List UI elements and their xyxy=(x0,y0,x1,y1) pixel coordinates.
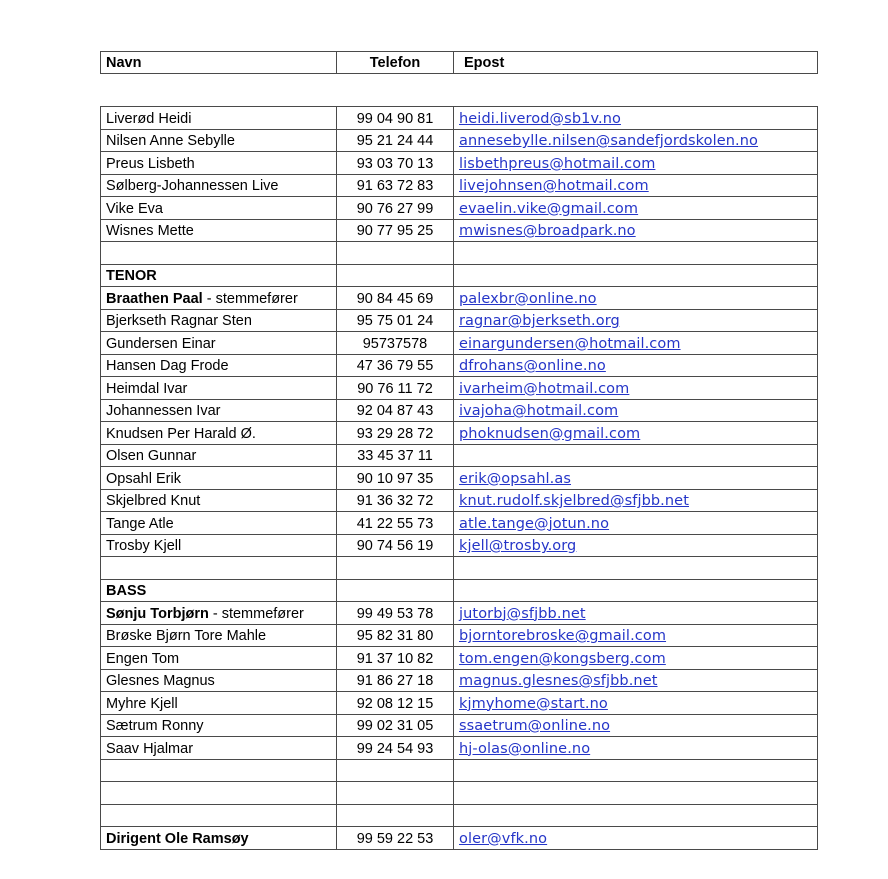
contact-email-cell xyxy=(454,579,818,602)
contact-name xyxy=(101,714,337,737)
contact-name-text: Skjelbred Knut xyxy=(106,493,201,509)
contact-name-text: Brøske Bjørn Tore Mahle xyxy=(106,628,267,644)
contact-email-cell xyxy=(454,219,818,242)
contact-phone: 90 76 11 72 xyxy=(337,377,454,400)
contact-name xyxy=(101,467,337,490)
email-link[interactable]: knut.rudolf.skjelbred@sfjbb.net xyxy=(459,493,689,509)
contact-email-cell xyxy=(454,534,818,557)
table-row xyxy=(101,129,818,152)
contact-email-cell xyxy=(454,737,818,760)
table-row xyxy=(101,737,818,760)
email-link[interactable]: magnus.glesnes@sfjbb.net xyxy=(459,673,658,689)
contact-name-text: Liverød Heidi xyxy=(106,110,192,127)
contact-name xyxy=(101,354,337,377)
contact-name xyxy=(101,107,337,130)
contact-phone: 99 04 90 81 xyxy=(337,107,454,130)
table-row xyxy=(101,377,818,400)
table-row xyxy=(101,714,818,737)
contact-phone: 47 36 79 55 xyxy=(337,354,454,377)
table-row xyxy=(101,309,818,332)
contact-email-cell xyxy=(454,444,818,467)
contact-name xyxy=(101,737,337,760)
email-link[interactable]: evaelin.vike@gmail.com xyxy=(459,200,639,217)
email-link[interactable]: jutorbj@sfjbb.net xyxy=(459,605,586,622)
table-row xyxy=(101,444,818,467)
contact-email-cell xyxy=(454,647,818,670)
contact-name xyxy=(101,692,337,715)
table-row xyxy=(101,557,818,580)
contact-phone: 90 10 97 35 xyxy=(337,467,454,490)
contact-name-text: Glesnes Magnus xyxy=(106,673,215,689)
email-link[interactable]: oler@vfk.no xyxy=(459,830,548,847)
contact-phone xyxy=(337,579,454,602)
contact-name-text: Sølberg-Johannessen Live xyxy=(106,178,279,194)
contact-phone xyxy=(337,242,454,265)
contact-email-cell xyxy=(454,174,818,197)
table-row xyxy=(101,264,818,287)
contact-email-cell xyxy=(454,152,818,175)
contact-phone: 95737578 xyxy=(337,332,454,355)
contact-email-cell xyxy=(454,714,818,737)
contact-phone: 93 29 28 72 xyxy=(337,422,454,445)
contact-name xyxy=(101,309,337,332)
contact-name xyxy=(101,512,337,535)
table-row xyxy=(101,489,818,512)
contact-email-cell xyxy=(454,669,818,692)
contact-phone: 41 22 55 73 xyxy=(337,512,454,535)
contact-name-text: Trosby Kjell xyxy=(106,538,182,554)
email-link[interactable]: tom.engen@kongsberg.com xyxy=(459,650,666,667)
contact-name-text: TENOR xyxy=(106,268,157,284)
table-row xyxy=(101,669,818,692)
contact-name-text: Vike Eva xyxy=(106,200,163,217)
table-row xyxy=(101,759,818,782)
contact-name-text: Tange Atle xyxy=(106,515,174,532)
contact-phone: 99 49 53 78 xyxy=(337,602,454,625)
table-row xyxy=(101,512,818,535)
contact-name-text: Engen Tom xyxy=(106,650,180,667)
contact-name-text: Dirigent Ole Ramsøy xyxy=(106,830,249,847)
contact-phone: 91 86 27 18 xyxy=(337,669,454,692)
contact-name xyxy=(101,264,337,287)
contact-name xyxy=(101,422,337,445)
contact-name-text: Opsahl Erik xyxy=(106,470,181,487)
email-link[interactable]: hj-olas@online.no xyxy=(459,740,591,757)
contact-phone: 95 21 24 44 xyxy=(337,129,454,152)
contact-email-cell xyxy=(454,354,818,377)
contact-name xyxy=(101,489,337,512)
contact-phone xyxy=(337,759,454,782)
contact-name xyxy=(101,827,337,850)
contact-name-text: Sætrum Ronny xyxy=(106,718,204,734)
header-table xyxy=(100,51,818,74)
table-row xyxy=(101,692,818,715)
contact-name-text: Sønju Torbjørn xyxy=(106,605,209,622)
contact-name xyxy=(101,377,337,400)
contact-name xyxy=(101,602,337,625)
email-link[interactable]: ivarheim@hotmail.com xyxy=(459,380,630,397)
contact-email-cell xyxy=(454,377,818,400)
email-link[interactable]: livejohnsen@hotmail.com xyxy=(459,178,649,194)
contact-name-text: Wisnes Mette xyxy=(106,223,194,239)
contact-phone: 91 36 32 72 xyxy=(337,489,454,512)
contact-name xyxy=(101,444,337,467)
contact-name-text: Gundersen Einar xyxy=(106,335,216,352)
contact-phone xyxy=(337,557,454,580)
contact-email-cell xyxy=(454,287,818,310)
contact-phone: 90 77 95 25 xyxy=(337,219,454,242)
contact-email-cell xyxy=(454,399,818,422)
contact-name-text: Myhre Kjell xyxy=(106,695,178,712)
table-row xyxy=(101,782,818,805)
email-link[interactable]: ragnar@bjerkseth.org xyxy=(459,313,620,329)
contact-email-cell xyxy=(454,624,818,647)
header-row xyxy=(101,52,818,74)
email-link[interactable]: phoknudsen@gmail.com xyxy=(459,425,641,442)
contact-phone: 95 75 01 24 xyxy=(337,309,454,332)
contact-name xyxy=(101,219,337,242)
contact-phone: 99 59 22 53 xyxy=(337,827,454,850)
contact-phone xyxy=(337,804,454,827)
contact-name-text: BASS xyxy=(106,583,147,599)
contact-name xyxy=(101,782,337,805)
table-row xyxy=(101,804,818,827)
contact-name xyxy=(101,287,337,310)
contact-email-cell xyxy=(454,467,818,490)
contact-email-cell xyxy=(454,129,818,152)
contact-name xyxy=(101,152,337,175)
contact-name-text: Knudsen Per Harald Ø. xyxy=(106,425,256,442)
table-row xyxy=(101,197,818,220)
contact-email-cell xyxy=(454,692,818,715)
contact-email-cell xyxy=(454,309,818,332)
contact-phone: 90 76 27 99 xyxy=(337,197,454,220)
contact-name-text: Nilsen Anne Sebylle xyxy=(106,133,235,149)
contact-phone: 92 08 12 15 xyxy=(337,692,454,715)
table-row xyxy=(101,219,818,242)
contact-email-cell xyxy=(454,489,818,512)
contact-email-cell xyxy=(454,512,818,535)
email-link[interactable]: annesebylle.nilsen@sandefjordskolen.no xyxy=(459,133,759,149)
contact-name xyxy=(101,197,337,220)
email-link[interactable]: palexbr@online.no xyxy=(459,290,597,307)
contact-phone: 90 84 45 69 xyxy=(337,287,454,310)
contact-phone: 91 63 72 83 xyxy=(337,174,454,197)
contact-name xyxy=(101,579,337,602)
contact-name-text: Preus Lisbeth xyxy=(106,155,195,172)
contact-name-text: Bjerkseth Ragnar Sten xyxy=(106,313,252,329)
contact-name xyxy=(101,669,337,692)
email-link[interactable]: kjmyhome@start.no xyxy=(459,695,608,712)
contact-email-cell xyxy=(454,827,818,850)
table-row xyxy=(101,624,818,647)
table-row xyxy=(101,107,818,130)
contact-name-text: Braathen Paal xyxy=(106,290,203,307)
role-suffix: - stemmefører xyxy=(208,605,304,622)
contact-email-cell xyxy=(454,557,818,580)
contact-name xyxy=(101,332,337,355)
contact-email-cell xyxy=(454,332,818,355)
email-link[interactable]: lisbethpreus@hotmail.com xyxy=(459,155,656,172)
table-row xyxy=(101,399,818,422)
contact-name xyxy=(101,534,337,557)
contact-name xyxy=(101,804,337,827)
table-row xyxy=(101,602,818,625)
contact-name xyxy=(101,174,337,197)
table-row xyxy=(101,534,818,557)
contact-email-cell xyxy=(454,759,818,782)
contact-name-text: Johannessen Ivar xyxy=(106,403,221,419)
contact-phone: 91 37 10 82 xyxy=(337,647,454,670)
table-row xyxy=(101,422,818,445)
contact-name xyxy=(101,647,337,670)
email-link[interactable]: erik@opsahl.as xyxy=(459,470,571,487)
header-phone: Telefon xyxy=(337,52,454,74)
contact-phone: 33 45 37 11 xyxy=(337,444,454,467)
contact-phone xyxy=(337,264,454,287)
contact-name xyxy=(101,557,337,580)
contact-email-cell xyxy=(454,242,818,265)
contact-name-text: Hansen Dag Frode xyxy=(106,358,229,374)
contact-email-cell xyxy=(454,107,818,130)
table-row xyxy=(101,242,818,265)
contact-phone xyxy=(337,782,454,805)
table-row xyxy=(101,467,818,490)
contact-email-cell xyxy=(454,782,818,805)
contact-name xyxy=(101,624,337,647)
contact-email-cell xyxy=(454,197,818,220)
contact-name xyxy=(101,129,337,152)
table-row xyxy=(101,647,818,670)
contact-phone: 90 74 56 19 xyxy=(337,534,454,557)
contact-name xyxy=(101,242,337,265)
table-row xyxy=(101,174,818,197)
contact-email-cell xyxy=(454,602,818,625)
contact-phone: 99 24 54 93 xyxy=(337,737,454,760)
table-row xyxy=(101,287,818,310)
contact-name-text: Olsen Gunnar xyxy=(106,448,197,464)
contact-phone: 95 82 31 80 xyxy=(337,624,454,647)
contact-name xyxy=(101,759,337,782)
contact-table xyxy=(100,106,818,850)
header-email: Epost xyxy=(454,52,818,74)
table-row xyxy=(101,152,818,175)
email-link[interactable]: ssaetrum@online.no xyxy=(459,718,611,734)
email-link[interactable]: atle.tange@jotun.no xyxy=(459,515,610,532)
email-link[interactable]: heidi.liverod@sb1v.no xyxy=(459,110,621,127)
contact-email-cell xyxy=(454,422,818,445)
table-row xyxy=(101,579,818,602)
header-name: Navn xyxy=(101,52,337,74)
contact-phone: 92 04 87 43 xyxy=(337,399,454,422)
email-link[interactable]: bjorntorebroske@gmail.com xyxy=(459,628,667,644)
contact-name-text: Heimdal Ivar xyxy=(106,380,188,397)
table-row xyxy=(101,332,818,355)
email-link[interactable]: kjell@trosby.org xyxy=(459,538,577,554)
table-row xyxy=(101,827,818,850)
email-link[interactable]: mwisnes@broadpark.no xyxy=(459,223,636,239)
role-suffix: - stemmefører xyxy=(202,290,298,307)
contact-phone: 99 02 31 05 xyxy=(337,714,454,737)
email-link[interactable]: einargundersen@hotmail.com xyxy=(459,335,681,352)
contact-name-text: Saav Hjalmar xyxy=(106,740,194,757)
table-row xyxy=(101,354,818,377)
email-link[interactable]: dfrohans@online.no xyxy=(459,358,606,374)
contact-phone: 93 03 70 13 xyxy=(337,152,454,175)
contact-email-cell xyxy=(454,264,818,287)
contact-email-cell xyxy=(454,804,818,827)
email-link[interactable]: ivajoha@hotmail.com xyxy=(459,403,619,419)
contact-name xyxy=(101,399,337,422)
